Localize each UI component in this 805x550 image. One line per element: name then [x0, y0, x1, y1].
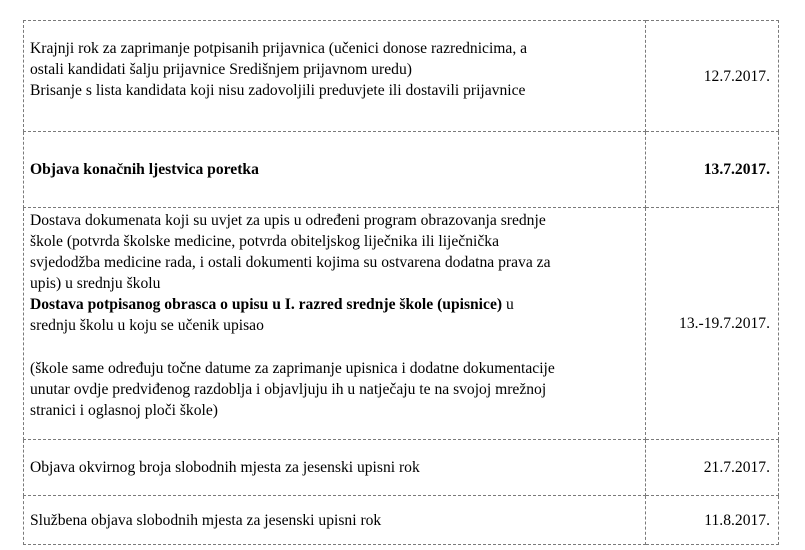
bold-line-wrapper	[30, 294, 645, 315]
note-line: stranici i oglasnoj ploči škole)	[30, 402, 218, 419]
description-line: svjedodžba medicine rada, i ostali dokumenti kojima su ostvarena dodatna prava za	[30, 254, 551, 271]
table-row	[24, 496, 779, 545]
description-line: Brisanje s lista kandidata koji nisu zadovoljili preduvjete ili dostavili prijavnice	[30, 82, 526, 99]
spacer	[30, 336, 645, 358]
bold-line-tail: u	[502, 296, 514, 313]
schedule-table	[23, 20, 779, 545]
table-row	[24, 21, 779, 132]
row-description	[24, 208, 646, 440]
bold-description: Dostava potpisanog obrasca o upisu u I. razred srednje škole (upisnice)	[30, 296, 503, 313]
row-description	[24, 21, 646, 132]
row-title: Objava konačnih ljestvica poretka	[24, 132, 646, 208]
description-line: Krajnji rok za zaprimanje potpisanih prijavnica (učenici donose razrednicima, a	[30, 40, 528, 57]
table-row	[24, 208, 779, 440]
table-row	[24, 440, 779, 496]
description-line: ostali kandidati šalju prijavnice Središnjem prijavnom uredu)	[30, 61, 412, 78]
row-date: 11.8.2017.	[646, 496, 779, 545]
row-date: 13.7.2017.	[646, 132, 779, 208]
description-line: upis) u srednju školu	[30, 275, 161, 292]
description-line: Dostava dokumenata koji su uvjet za upis u određeni program obrazovanja srednje	[30, 212, 546, 229]
row-date: 12.7.2017.	[646, 21, 779, 132]
description-line: škole (potvrda školske medicine, potvrda obiteljskog liječnika ili liječnička	[30, 233, 499, 250]
note-line: (škole same određuju točne datume za zaprimanje upisnica i dodatne dokumentacije	[30, 360, 555, 377]
row-description: Službena objava slobodnih mjesta za jesenski upisni rok	[24, 496, 646, 545]
row-date: 21.7.2017.	[646, 440, 779, 496]
row-description: Objava okvirnog broja slobodnih mjesta za jesenski upisni rok	[24, 440, 646, 496]
note-line: unutar ovdje predviđenog razdoblja i objavljuju ih u natječaju te na svojoj mrežnoj	[30, 381, 547, 398]
row-date: 13.-19.7.2017.	[646, 208, 779, 440]
table-row	[24, 132, 779, 208]
description-line: srednju školu u koju se učenik upisao	[30, 317, 264, 334]
